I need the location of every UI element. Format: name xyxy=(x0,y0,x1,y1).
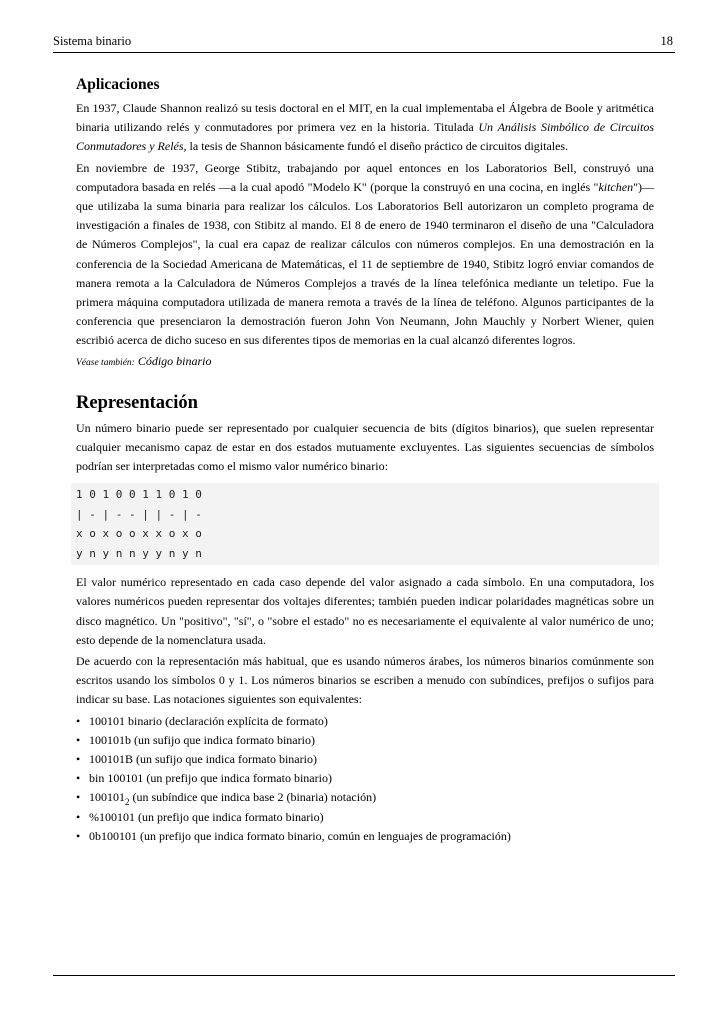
text-run: En 1937, Claude Shannon realizó su tesis doctoral en el MIT, en la cual implementaba el Álgebra de Boole y aritmética binaria utilizando relés y conmutadores por primera vez en la historia. Titulada xyxy=(76,101,654,135)
section-heading: Representación xyxy=(76,392,198,413)
running-title: Sistema binario xyxy=(53,34,132,48)
section-representacion xyxy=(76,393,654,846)
paragraph-stibitz xyxy=(76,159,654,351)
code-line: y n y n n y y n y n xyxy=(76,546,202,560)
page-header xyxy=(53,34,675,53)
notation-list xyxy=(76,712,654,846)
list-item xyxy=(76,788,654,807)
text-run: , la tesis de Shannon básicamente fundó el diseño práctico de circuitos digitales. xyxy=(183,139,569,154)
paragraph-value: El valor numérico representado en cada caso depende del valor asignado a cada símbolo. En una computadora, los valores numéricos pueden representar dos voltajes diferentes; también pueden indicar polaridades magnéticas sobre un disco magnético. Un "positivo", "sí", o "sobre el estado" no es necesariamente el equivalente al valor numérico de uno; esto depende de la nomenclatura usada. xyxy=(76,575,654,647)
text-run: ")— que utilizaba la suma binaria para realizar los cálculos. Los Laboratorios Bell autorizaron un completo programa de investigación a finales de 1938, con Stibitz al mando. El 8 de enero de 1940 terminaron el diseño de una "Calculadora de Números Complejos", la cual era capaz de realizar cálculos con números complejos. En una demostración en la conferencia de la Sociedad Americana de Matemáticas, el 11 de septiembre de 1940, Stibitz logró enviar comandos de manera remota a la Calculadora de Números Complejos a través de la línea telefónica mediante un teletipo. Fue la primera máquina computadora utilizada de manera remota a través de la línea de teléfono. Algunos participantes de la conferencia que presenciaron la demostración fueron John Von Neumann, John Mauchly y Norbert Wiener, quien escribió acerca de dicho suceso en sus diferentes tipos de memorias en la cual alcanzó diferentes logros. xyxy=(76,179,654,348)
list-item: • %100101 (un prefijo que indica formato binario) xyxy=(76,808,654,827)
see-also xyxy=(76,353,654,371)
code-line: | - | - - | | - | - xyxy=(76,507,202,521)
section-aplicaciones xyxy=(76,76,654,371)
page-body xyxy=(76,76,654,846)
subscript: 2 xyxy=(125,797,130,808)
page-number: 18 xyxy=(660,34,673,48)
list-item: • 0b100101 (un prefijo que indica formato binario, común en lenguajes de programación) xyxy=(76,827,654,846)
list-item: • 100101b (un sufijo que indica formato binario) xyxy=(76,731,654,750)
code-block xyxy=(71,483,659,565)
paragraph-notation: De acuerdo con la representación más habitual, que es usando números árabes, los números binarios comúnmente son escritos usando los símbolos 0 y 1. Los números binarios se escriben a menudo con subíndices, prefijos o sufijos para indicar su base. Las notaciones siguientes son equivalentes: xyxy=(76,654,654,707)
see-also-link[interactable]: Código binario xyxy=(137,353,212,368)
section-heading: Aplicaciones xyxy=(76,76,160,93)
thesis-title: Un Análisis Simbólico de Circuitos Conmutadores y Relés xyxy=(76,120,654,154)
see-also-label: Véase también: xyxy=(76,357,135,368)
text-run: (un subíndice que indica base 2 (binaria) notación) xyxy=(129,790,377,805)
list-item: • 100101B (un sufijo que indica formato binario) xyxy=(76,750,654,769)
list-item: • bin 100101 (un prefijo que indica formato binario) xyxy=(76,769,654,788)
code-line: x o x o o x x o x o xyxy=(76,527,202,541)
text-run: 100101 xyxy=(89,790,125,805)
text-run: En noviembre de 1937, George Stibitz, trabajando por aquel entonces en los Laboratorios Bell, construyó una computadora basada en relés —a la cual apodó "Modelo K" (porque la construyó en una cocina, en inglés " xyxy=(76,160,654,194)
italic-word: kitchen xyxy=(598,179,634,194)
list-item: • 100101 binario (declaración explícita de formato) xyxy=(76,712,654,731)
paragraph-shannon xyxy=(76,99,654,157)
page-footer-rule xyxy=(53,975,675,976)
code-line: 1 0 1 0 0 1 1 0 1 0 xyxy=(76,488,202,502)
paragraph-intro: Un número binario puede ser representado por cualquier secuencia de bits (dígitos binarios), que suelen representar cualquier mecanismo capaz de estar en dos estados mutuamente excluyentes. Las siguientes secuencias de símbolos podrían ser interpretadas como el mismo valor numérico binario: xyxy=(76,420,654,474)
